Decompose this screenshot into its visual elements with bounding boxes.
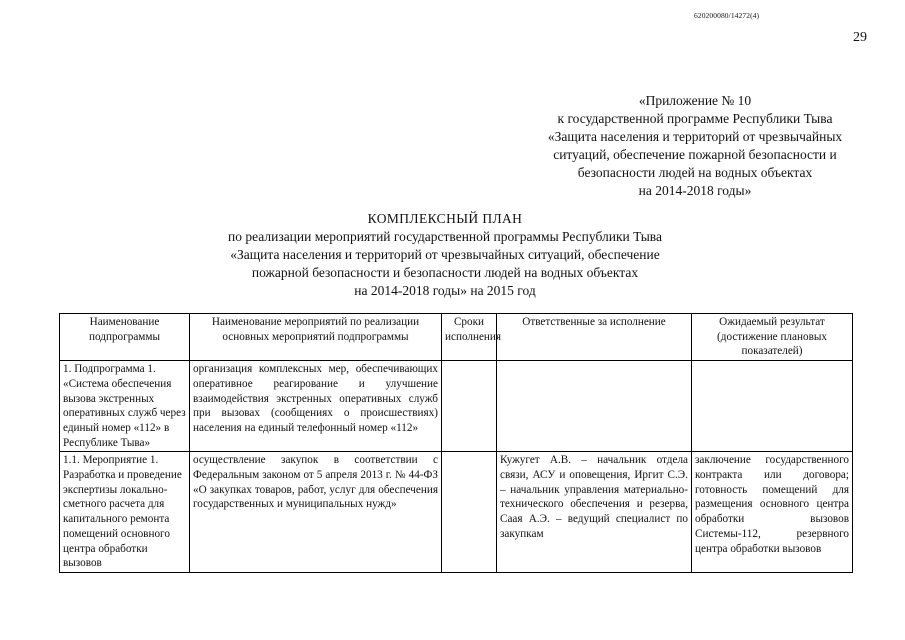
appendix-line: ситуаций, обеспечение пожарной безопасности и bbox=[553, 147, 837, 162]
plan-table bbox=[59, 313, 853, 573]
cell-subprogram: 1.1. Мероприятие 1. Разработка и проведение экспертизы локально-сметного расчета для капитального ремонта помещений основного центра обработки вызовов bbox=[60, 452, 190, 573]
table-header-row bbox=[60, 314, 853, 361]
plan-title-line: пожарной безопасности и безопасности людей на водных объектах bbox=[251, 265, 639, 280]
table-row bbox=[60, 452, 853, 573]
cell-result bbox=[692, 361, 853, 452]
cell-responsible bbox=[497, 361, 692, 452]
header-result: Ожидаемый результат (достижение плановых показателей) bbox=[692, 314, 853, 361]
plan-title-line: «Защита населения и территорий от чрезвычайных ситуаций, обеспечение bbox=[230, 247, 660, 262]
cell-deadline bbox=[442, 361, 497, 452]
header-responsible: Ответственные за исполнение bbox=[497, 314, 692, 361]
plan-title-line: по реализации мероприятий государственной программы Республики Тыва bbox=[228, 229, 662, 244]
appendix-line: «Защита населения и территорий от чрезвычайных bbox=[547, 129, 843, 144]
page-number: 29 bbox=[853, 30, 867, 45]
cell-activities: организация комплексных мер, обеспечивающих оперативное реагирование и улучшение взаимодействия экстренных оперативных служб при вызовах (сообщениях о происшествиях) населения на единый телефонный номер «112» bbox=[190, 361, 442, 452]
cell-deadline bbox=[442, 452, 497, 573]
plan-heading: КОМПЛЕКСНЫЙ ПЛАН bbox=[367, 211, 523, 226]
appendix-line: на 2014-2018 годы» bbox=[638, 183, 752, 198]
cell-subprogram: 1. Подпрограмма 1. «Система обеспечения вызова экстренных оперативных служб через единый номер «112» в Республике Тыва» bbox=[60, 361, 190, 452]
plan-title-line: на 2014-2018 годы» на 2015 год bbox=[354, 283, 536, 298]
plan-title-block bbox=[165, 210, 725, 300]
cell-result: заключение государственного контракта или договора; готовность помещений для размещения основного центра обработки вызовов Системы-112, резервного центра обработки вызовов bbox=[692, 452, 853, 573]
appendix-line: к государственной программе Республики Тыва bbox=[557, 111, 833, 126]
header-deadline: Сроки исполнения bbox=[442, 314, 497, 361]
header-subprogram: Наименование подпрограммы bbox=[60, 314, 190, 361]
document-code: 620200080/14272(4) bbox=[694, 11, 760, 20]
appendix-block bbox=[470, 92, 905, 200]
appendix-line: «Приложение № 10 bbox=[638, 93, 752, 108]
appendix-line: безопасности людей на водных объектах bbox=[577, 165, 813, 180]
cell-responsible: Кужугет А.В. – начальник отдела связи, АСУ и оповещения, Иргит С.Э. – начальник управления материально-технического обеспечения и резерва, Саая А.Э. – ведущий специалист по закупкам bbox=[497, 452, 692, 573]
header-activities: Наименование мероприятий по реализации основных мероприятий подпрограммы bbox=[190, 314, 442, 361]
cell-activities: осуществление закупок в соответствии с Федеральным законом от 5 апреля 2013 г. № 44-ФЗ «О закупках товаров, работ, услуг для обеспечения государственных и муниципальных нужд» bbox=[190, 452, 442, 573]
table-row bbox=[60, 361, 853, 452]
